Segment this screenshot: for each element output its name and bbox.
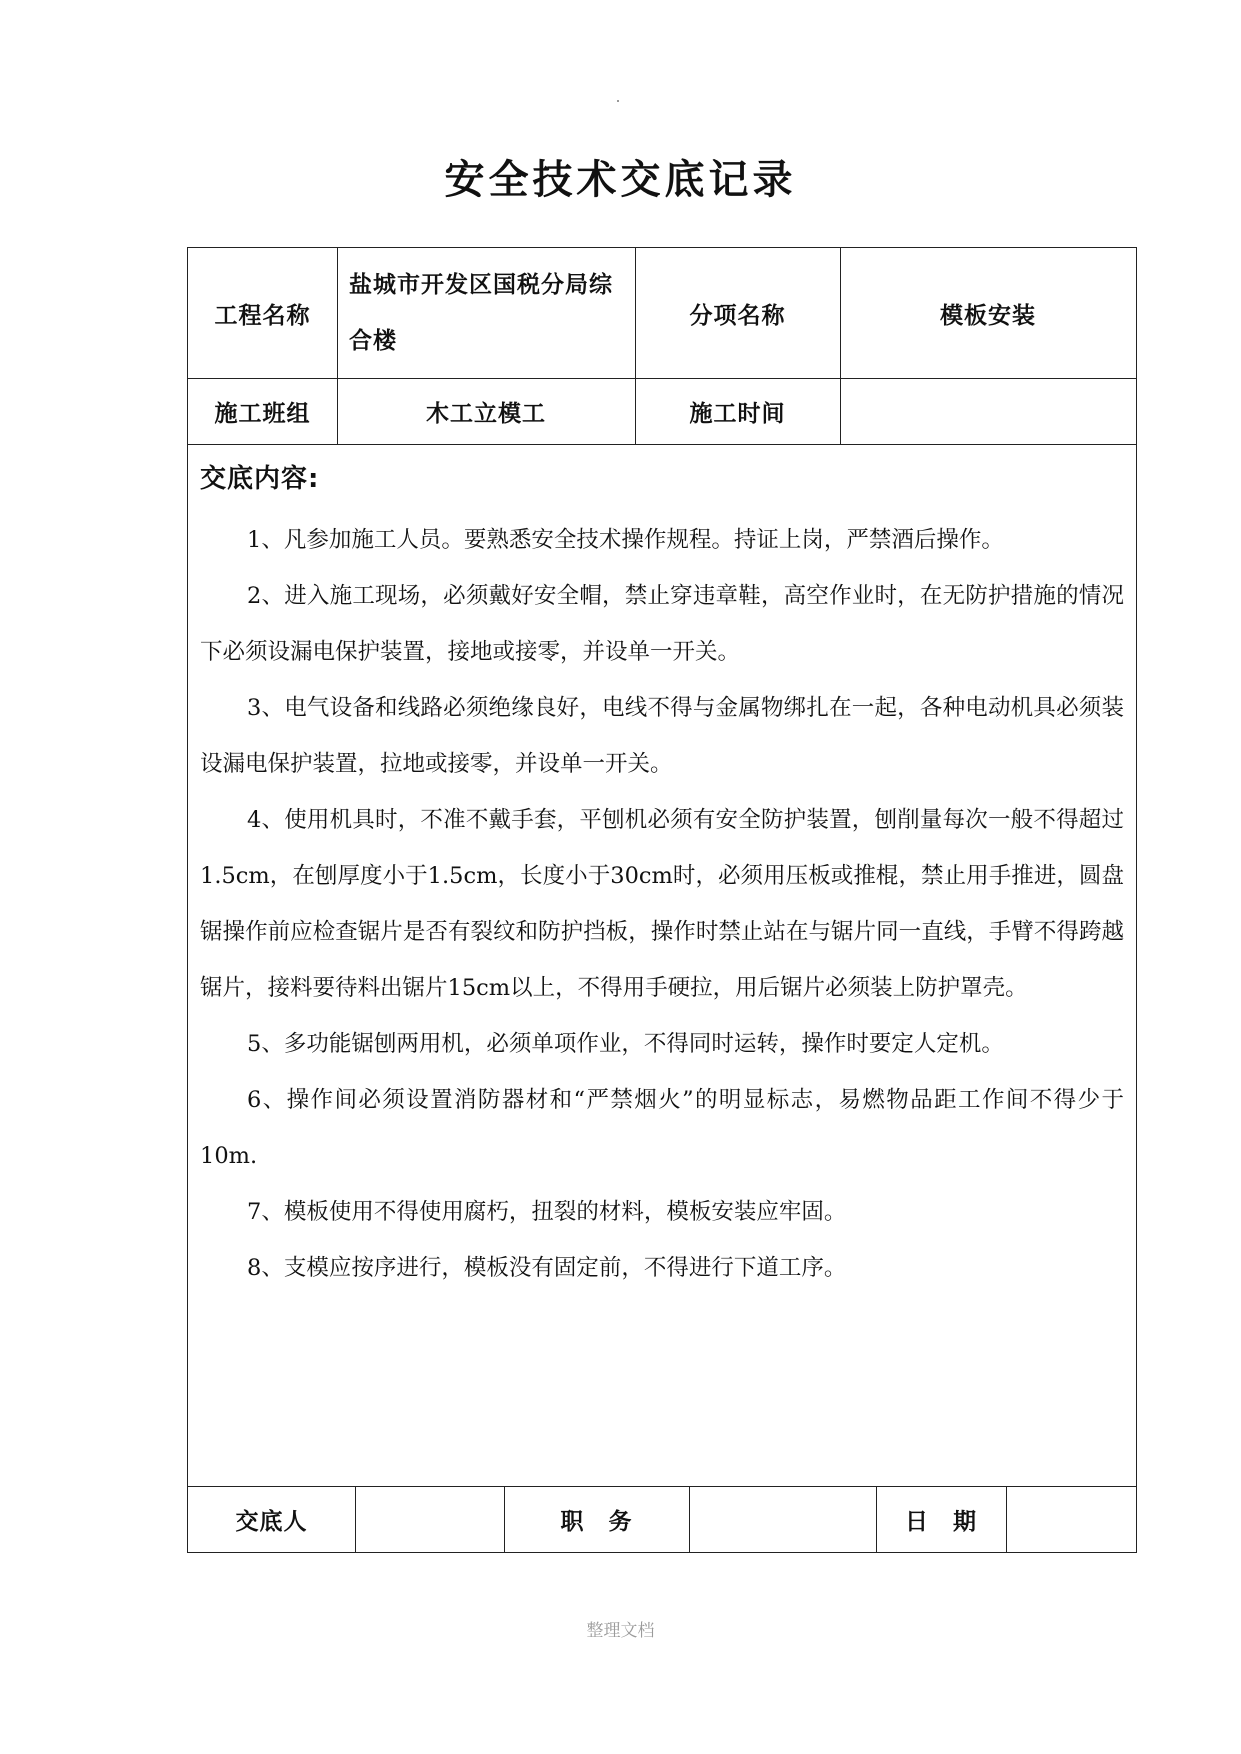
content-item: 2、进入施工现场，必须戴好安全帽，禁止穿违章鞋，高空作业时，在无防护措施的情况下必须设漏电保护装置，接地或接零，并设单一开关。 <box>200 583 1124 665</box>
sub-item-label: 分项名称 <box>689 301 786 329</box>
content-section <box>188 444 1136 1486</box>
content-item: 3、电气设备和线路必须绝缘良好，电线不得与金属物绑扎在一起，各种电动机具必须装设漏电保护装置，拉地或接零，并设单一开关。 <box>200 695 1124 777</box>
content-item: 1、凡参加施工人员。要熟悉安全技术操作规程。持证上岗，严禁酒后操作。 <box>247 527 1004 553</box>
discloser-value <box>355 1486 504 1552</box>
team-value: 木工立模工 <box>426 399 546 427</box>
document-title: 安全技术交底记录 <box>444 157 797 203</box>
content-body <box>200 512 1124 1296</box>
column-divider <box>355 1486 356 1552</box>
column-divider <box>840 248 841 444</box>
disclosure-table <box>187 247 1137 1553</box>
page-dot <box>617 100 619 102</box>
position-label: 职 务 <box>560 1507 633 1535</box>
discloser-label: 交底人 <box>235 1507 308 1535</box>
content-item: 6、操作间必须设置消防器材和“严禁烟火”的明显标志，易燃物品距工作间不得少于10m. <box>200 1087 1124 1169</box>
content-item: 5、多功能锯刨两用机，必须单项作业，不得同时运转，操作时要定人定机。 <box>247 1031 1004 1057</box>
column-divider <box>635 248 636 444</box>
content-item: 4、使用机具时，不准不戴手套，平刨机必须有安全防护装置，刨削量每次一般不得超过1.5cm，在刨厚度小于1.5cm，长度小于30cm时，必须用压板或推棍，禁止用手推进，圆盘锯操作前应检查锯片是否有裂纹和防护挡板，操作时禁止站在与锯片同一直线，手臂不得跨越锯片，接料要待料出锯片15cm以上，不得用手硬拉，用后锯片必须装上防护罩壳。 <box>200 807 1124 1001</box>
project-name-value: 盐城市开发区国税分局综合楼 <box>349 271 613 354</box>
page-footer: 整理文档 <box>586 1621 655 1641</box>
content-item: 7、模板使用不得使用腐朽，扭裂的材料，模板安装应牢固。 <box>247 1199 847 1225</box>
sub-item-value: 模板安装 <box>940 301 1036 329</box>
team-label: 施工班组 <box>214 399 311 427</box>
time-value <box>840 378 1136 444</box>
time-label: 施工时间 <box>689 399 786 427</box>
column-divider <box>1006 1486 1007 1552</box>
column-divider <box>504 1486 505 1552</box>
content-label: 交底内容: <box>200 464 320 494</box>
column-divider <box>337 248 338 444</box>
content-item: 8、支模应按序进行，模板没有固定前，不得进行下道工序。 <box>247 1255 847 1281</box>
position-value <box>689 1486 876 1552</box>
date-value <box>1006 1486 1136 1552</box>
project-name-label: 工程名称 <box>214 301 311 329</box>
date-label: 日 期 <box>905 1507 977 1535</box>
row-divider <box>188 378 1136 379</box>
column-divider <box>876 1486 877 1552</box>
column-divider <box>689 1486 690 1552</box>
